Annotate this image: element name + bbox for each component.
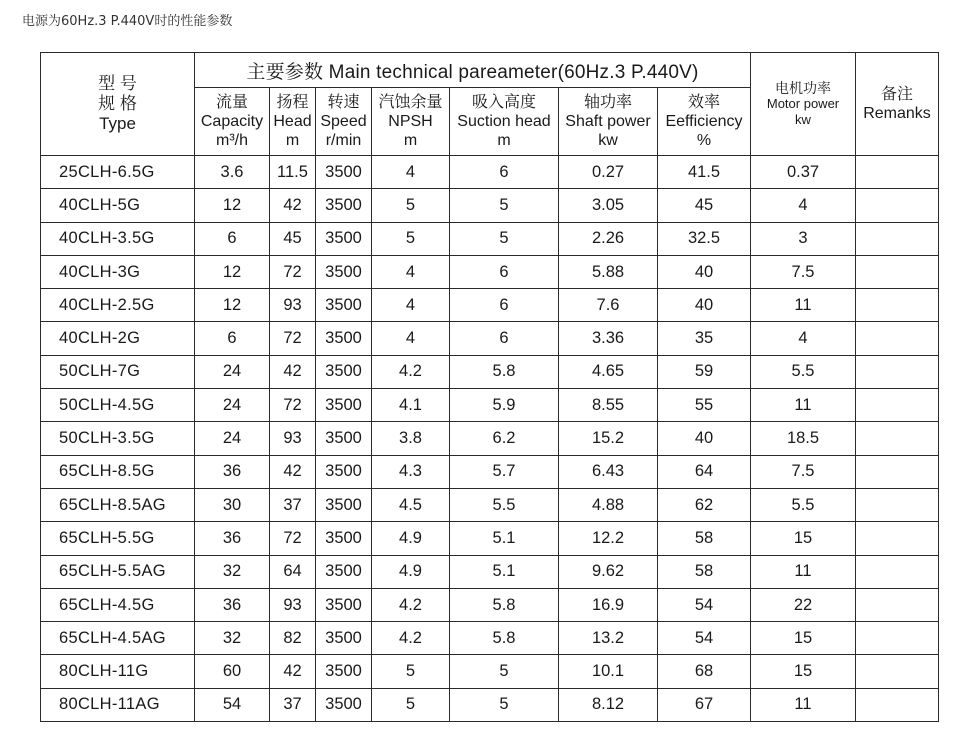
- model-cell: 40CLH-3G: [41, 255, 195, 288]
- capacity-cell: 6: [195, 222, 270, 255]
- head-cell: 42: [270, 355, 316, 388]
- capacity-cell: 3.6: [195, 156, 270, 189]
- suction-cell: 6.2: [450, 422, 559, 455]
- table-row: [41, 688, 939, 721]
- shaft-power-cell: 3.36: [559, 322, 658, 355]
- table-row: [41, 156, 939, 189]
- suction-cell: 5.8: [450, 622, 559, 655]
- speed-cell: 3500: [316, 355, 372, 388]
- motor-power-cell: 11: [751, 555, 856, 588]
- model-cell: 80CLH-11AG: [41, 688, 195, 721]
- motor-power-cell: 7.5: [751, 455, 856, 488]
- remarks-cell: [856, 622, 939, 655]
- suction-cell: 6: [450, 255, 559, 288]
- efficiency-cell: 45: [658, 189, 751, 222]
- motor-power-cell: 15: [751, 622, 856, 655]
- shaft-power-cell: 4.65: [559, 355, 658, 388]
- capacity-cell: 36: [195, 522, 270, 555]
- npsh-cell: 4.2: [372, 355, 450, 388]
- npsh-cell: 4.2: [372, 622, 450, 655]
- speed-cell: 3500: [316, 422, 372, 455]
- shaft-power-cell: 13.2: [559, 622, 658, 655]
- capacity-cell: 60: [195, 655, 270, 688]
- shaft-power-header: [559, 88, 658, 156]
- type-column-header: [41, 53, 195, 156]
- table-row: [41, 355, 939, 388]
- suction-cell: 5.1: [450, 555, 559, 588]
- motor-power-cell: 0.37: [751, 156, 856, 189]
- efficiency-header: [658, 88, 751, 156]
- speed-cell: 3500: [316, 455, 372, 488]
- shaft-power-cell: 4.88: [559, 488, 658, 521]
- efficiency-cell: 40: [658, 289, 751, 322]
- head-cell: 93: [270, 588, 316, 621]
- motor-power-cell: 15: [751, 522, 856, 555]
- table-row: [41, 588, 939, 621]
- efficiency-cell: 41.5: [658, 156, 751, 189]
- remarks-header-en: Remanks: [863, 105, 931, 122]
- table-row: [41, 555, 939, 588]
- remarks-cell: [856, 189, 939, 222]
- remarks-cell: [856, 488, 939, 521]
- suction-head-header: [450, 88, 559, 156]
- shaft-power-cell: 8.55: [559, 389, 658, 422]
- remarks-cell: [856, 156, 939, 189]
- table-row: [41, 488, 939, 521]
- speed-cell: 3500: [316, 688, 372, 721]
- table-row: [41, 289, 939, 322]
- shaft-power-header-cn: 轴功率: [583, 94, 632, 111]
- head-header-cn: 扬程: [276, 94, 309, 111]
- suction-cell: 5.8: [450, 355, 559, 388]
- model-cell: 65CLH-4.5G: [41, 588, 195, 621]
- model-cell: 50CLH-4.5G: [41, 389, 195, 422]
- efficiency-cell: 55: [658, 389, 751, 422]
- npsh-cell: 4: [372, 289, 450, 322]
- npsh-cell: 4: [372, 255, 450, 288]
- npsh-cell: 4.9: [372, 522, 450, 555]
- npsh-cell: 5: [372, 189, 450, 222]
- shaft-power-cell: 12.2: [559, 522, 658, 555]
- speed-cell: 3500: [316, 222, 372, 255]
- remarks-cell: [856, 422, 939, 455]
- head-cell: 64: [270, 555, 316, 588]
- suction-head-header-en: Suction head: [457, 113, 551, 130]
- remarks-header: [856, 53, 939, 156]
- speed-cell: 3500: [316, 488, 372, 521]
- efficiency-cell: 58: [658, 555, 751, 588]
- model-cell: 65CLH-5.5G: [41, 522, 195, 555]
- head-header: [270, 88, 316, 156]
- model-cell: 40CLH-2G: [41, 322, 195, 355]
- npsh-cell: 5: [372, 655, 450, 688]
- motor-power-header-en: Motor power: [766, 96, 840, 111]
- efficiency-cell: 62: [658, 488, 751, 521]
- type-header-line-1: 型 号: [98, 74, 137, 93]
- head-cell: 42: [270, 189, 316, 222]
- head-cell: 93: [270, 289, 316, 322]
- suction-cell: 5: [450, 222, 559, 255]
- model-cell: 40CLH-5G: [41, 189, 195, 222]
- efficiency-header-cn: 效率: [687, 94, 720, 111]
- shaft-power-cell: 16.9: [559, 588, 658, 621]
- shaft-power-cell: 3.05: [559, 189, 658, 222]
- efficiency-cell: 67: [658, 688, 751, 721]
- shaft-power-header-en: Shaft power: [565, 113, 651, 130]
- shaft-power-cell: 9.62: [559, 555, 658, 588]
- model-cell: 65CLH-5.5AG: [41, 555, 195, 588]
- table-row: [41, 389, 939, 422]
- model-cell: 65CLH-4.5AG: [41, 622, 195, 655]
- remarks-cell: [856, 255, 939, 288]
- suction-cell: 5.7: [450, 455, 559, 488]
- table-row: [41, 255, 939, 288]
- npsh-cell: 4.1: [372, 389, 450, 422]
- capacity-cell: 32: [195, 555, 270, 588]
- motor-power-cell: 11: [751, 389, 856, 422]
- motor-power-cell: 18.5: [751, 422, 856, 455]
- head-header-unit: m: [285, 132, 300, 149]
- npsh-cell: 5: [372, 222, 450, 255]
- suction-cell: 5: [450, 655, 559, 688]
- shaft-power-cell: 7.6: [559, 289, 658, 322]
- shaft-power-cell: 0.27: [559, 156, 658, 189]
- npsh-cell: 4.3: [372, 455, 450, 488]
- type-header-line-2: 规 格: [98, 94, 137, 113]
- speed-header-unit: r/min: [325, 132, 362, 149]
- table-row: [41, 422, 939, 455]
- model-cell: 40CLH-2.5G: [41, 289, 195, 322]
- suction-head-header-unit: m: [497, 132, 511, 149]
- efficiency-cell: 64: [658, 455, 751, 488]
- efficiency-cell: 32.5: [658, 222, 751, 255]
- table-row: [41, 655, 939, 688]
- shaft-power-cell: 6.43: [559, 455, 658, 488]
- speed-cell: 3500: [316, 555, 372, 588]
- model-cell: 50CLH-7G: [41, 355, 195, 388]
- remarks-cell: [856, 389, 939, 422]
- table-row: [41, 622, 939, 655]
- head-cell: 82: [270, 622, 316, 655]
- efficiency-cell: 54: [658, 588, 751, 621]
- motor-power-cell: 15: [751, 655, 856, 688]
- capacity-cell: 30: [195, 488, 270, 521]
- head-cell: 37: [270, 688, 316, 721]
- efficiency-cell: 54: [658, 622, 751, 655]
- model-cell: 65CLH-8.5AG: [41, 488, 195, 521]
- motor-power-header: [751, 53, 856, 156]
- remarks-cell: [856, 355, 939, 388]
- capacity-cell: 36: [195, 455, 270, 488]
- speed-cell: 3500: [316, 156, 372, 189]
- suction-cell: 5: [450, 688, 559, 721]
- shaft-power-cell: 5.88: [559, 255, 658, 288]
- speed-cell: 3500: [316, 389, 372, 422]
- capacity-header-cn: 流量: [215, 94, 248, 111]
- npsh-cell: 4.5: [372, 488, 450, 521]
- efficiency-cell: 35: [658, 322, 751, 355]
- head-cell: 72: [270, 522, 316, 555]
- table-body: [41, 156, 939, 722]
- remarks-cell: [856, 588, 939, 621]
- capacity-cell: 24: [195, 355, 270, 388]
- head-cell: 37: [270, 488, 316, 521]
- table-row: [41, 455, 939, 488]
- table-row: [41, 522, 939, 555]
- motor-power-cell: 5.5: [751, 488, 856, 521]
- speed-cell: 3500: [316, 322, 372, 355]
- table-row: [41, 189, 939, 222]
- speed-cell: 3500: [316, 588, 372, 621]
- table-row: [41, 222, 939, 255]
- capacity-header-unit: m³/h: [216, 132, 248, 149]
- suction-cell: 6: [450, 322, 559, 355]
- head-cell: 93: [270, 422, 316, 455]
- motor-power-cell: 3: [751, 222, 856, 255]
- suction-cell: 5.8: [450, 588, 559, 621]
- motor-power-cell: 4: [751, 189, 856, 222]
- remarks-cell: [856, 322, 939, 355]
- shaft-power-cell: 8.12: [559, 688, 658, 721]
- speed-header-en: Speed: [320, 113, 367, 130]
- speed-cell: 3500: [316, 522, 372, 555]
- remarks-cell: [856, 455, 939, 488]
- suction-cell: 5.1: [450, 522, 559, 555]
- efficiency-cell: 58: [658, 522, 751, 555]
- model-cell: 65CLH-8.5G: [41, 455, 195, 488]
- efficiency-header-en: Eefficiency: [665, 113, 743, 130]
- npsh-cell: 5: [372, 688, 450, 721]
- head-header-en: Head: [273, 113, 312, 130]
- shaft-power-cell: 2.26: [559, 222, 658, 255]
- suction-head-header-cn: 吸入高度: [471, 94, 536, 111]
- suction-cell: 5.5: [450, 488, 559, 521]
- pump-parameter-table: [40, 52, 939, 722]
- head-cell: 72: [270, 255, 316, 288]
- remarks-header-cn: 备注: [880, 86, 913, 103]
- efficiency-cell: 59: [658, 355, 751, 388]
- capacity-cell: 24: [195, 422, 270, 455]
- capacity-cell: 32: [195, 622, 270, 655]
- npsh-cell: 4: [372, 156, 450, 189]
- npsh-cell: 4.9: [372, 555, 450, 588]
- head-cell: 72: [270, 389, 316, 422]
- efficiency-header-unit: %: [696, 132, 712, 149]
- shaft-power-header-unit: kw: [598, 132, 618, 149]
- table-title: 主要参数 Main technical pareameter(60Hz.3 P.440V): [195, 53, 751, 88]
- speed-cell: 3500: [316, 622, 372, 655]
- capacity-header-en: Capacity: [200, 113, 264, 130]
- model-cell: 40CLH-3.5G: [41, 222, 195, 255]
- speed-cell: 3500: [316, 289, 372, 322]
- npsh-cell: 3.8: [372, 422, 450, 455]
- npsh-cell: 4.2: [372, 588, 450, 621]
- motor-power-cell: 7.5: [751, 255, 856, 288]
- page-caption: 电源为60Hz.3 P.440V时的性能参数: [22, 14, 233, 29]
- efficiency-cell: 68: [658, 655, 751, 688]
- speed-cell: 3500: [316, 255, 372, 288]
- spec-sheet-image: [32, 38, 942, 739]
- head-cell: 42: [270, 655, 316, 688]
- remarks-cell: [856, 555, 939, 588]
- shaft-power-cell: 15.2: [559, 422, 658, 455]
- efficiency-cell: 40: [658, 422, 751, 455]
- suction-cell: 6: [450, 156, 559, 189]
- table-row: [41, 322, 939, 355]
- capacity-cell: 12: [195, 289, 270, 322]
- capacity-cell: 12: [195, 255, 270, 288]
- model-cell: 80CLH-11G: [41, 655, 195, 688]
- npsh-cell: 4: [372, 322, 450, 355]
- motor-power-cell: 5.5: [751, 355, 856, 388]
- type-header-line-3: Type: [99, 114, 136, 133]
- motor-power-header-unit: kw: [795, 112, 811, 127]
- model-cell: 25CLH-6.5G: [41, 156, 195, 189]
- remarks-cell: [856, 522, 939, 555]
- shaft-power-cell: 10.1: [559, 655, 658, 688]
- motor-power-cell: 4: [751, 322, 856, 355]
- remarks-cell: [856, 688, 939, 721]
- capacity-cell: 54: [195, 688, 270, 721]
- model-cell: 50CLH-3.5G: [41, 422, 195, 455]
- efficiency-cell: 40: [658, 255, 751, 288]
- capacity-cell: 12: [195, 189, 270, 222]
- npsh-header-en: NPSH: [388, 113, 433, 130]
- npsh-header-cn: 汽蚀余量: [378, 94, 443, 111]
- capacity-cell: 24: [195, 389, 270, 422]
- npsh-header: [372, 88, 450, 156]
- capacity-cell: 36: [195, 588, 270, 621]
- remarks-cell: [856, 222, 939, 255]
- remarks-cell: [856, 655, 939, 688]
- speed-header: [316, 88, 372, 156]
- capacity-header: [195, 88, 270, 156]
- motor-power-header-cn: 电机功率: [775, 80, 831, 96]
- speed-header-cn: 转速: [327, 94, 360, 111]
- suction-cell: 5.9: [450, 389, 559, 422]
- motor-power-cell: 11: [751, 688, 856, 721]
- motor-power-cell: 11: [751, 289, 856, 322]
- speed-cell: 3500: [316, 189, 372, 222]
- head-cell: 42: [270, 455, 316, 488]
- suction-cell: 6: [450, 289, 559, 322]
- head-cell: 45: [270, 222, 316, 255]
- remarks-cell: [856, 289, 939, 322]
- capacity-cell: 6: [195, 322, 270, 355]
- suction-cell: 5: [450, 189, 559, 222]
- npsh-header-unit: m: [403, 132, 418, 149]
- head-cell: 11.5: [270, 156, 316, 189]
- head-cell: 72: [270, 322, 316, 355]
- speed-cell: 3500: [316, 655, 372, 688]
- motor-power-cell: 22: [751, 588, 856, 621]
